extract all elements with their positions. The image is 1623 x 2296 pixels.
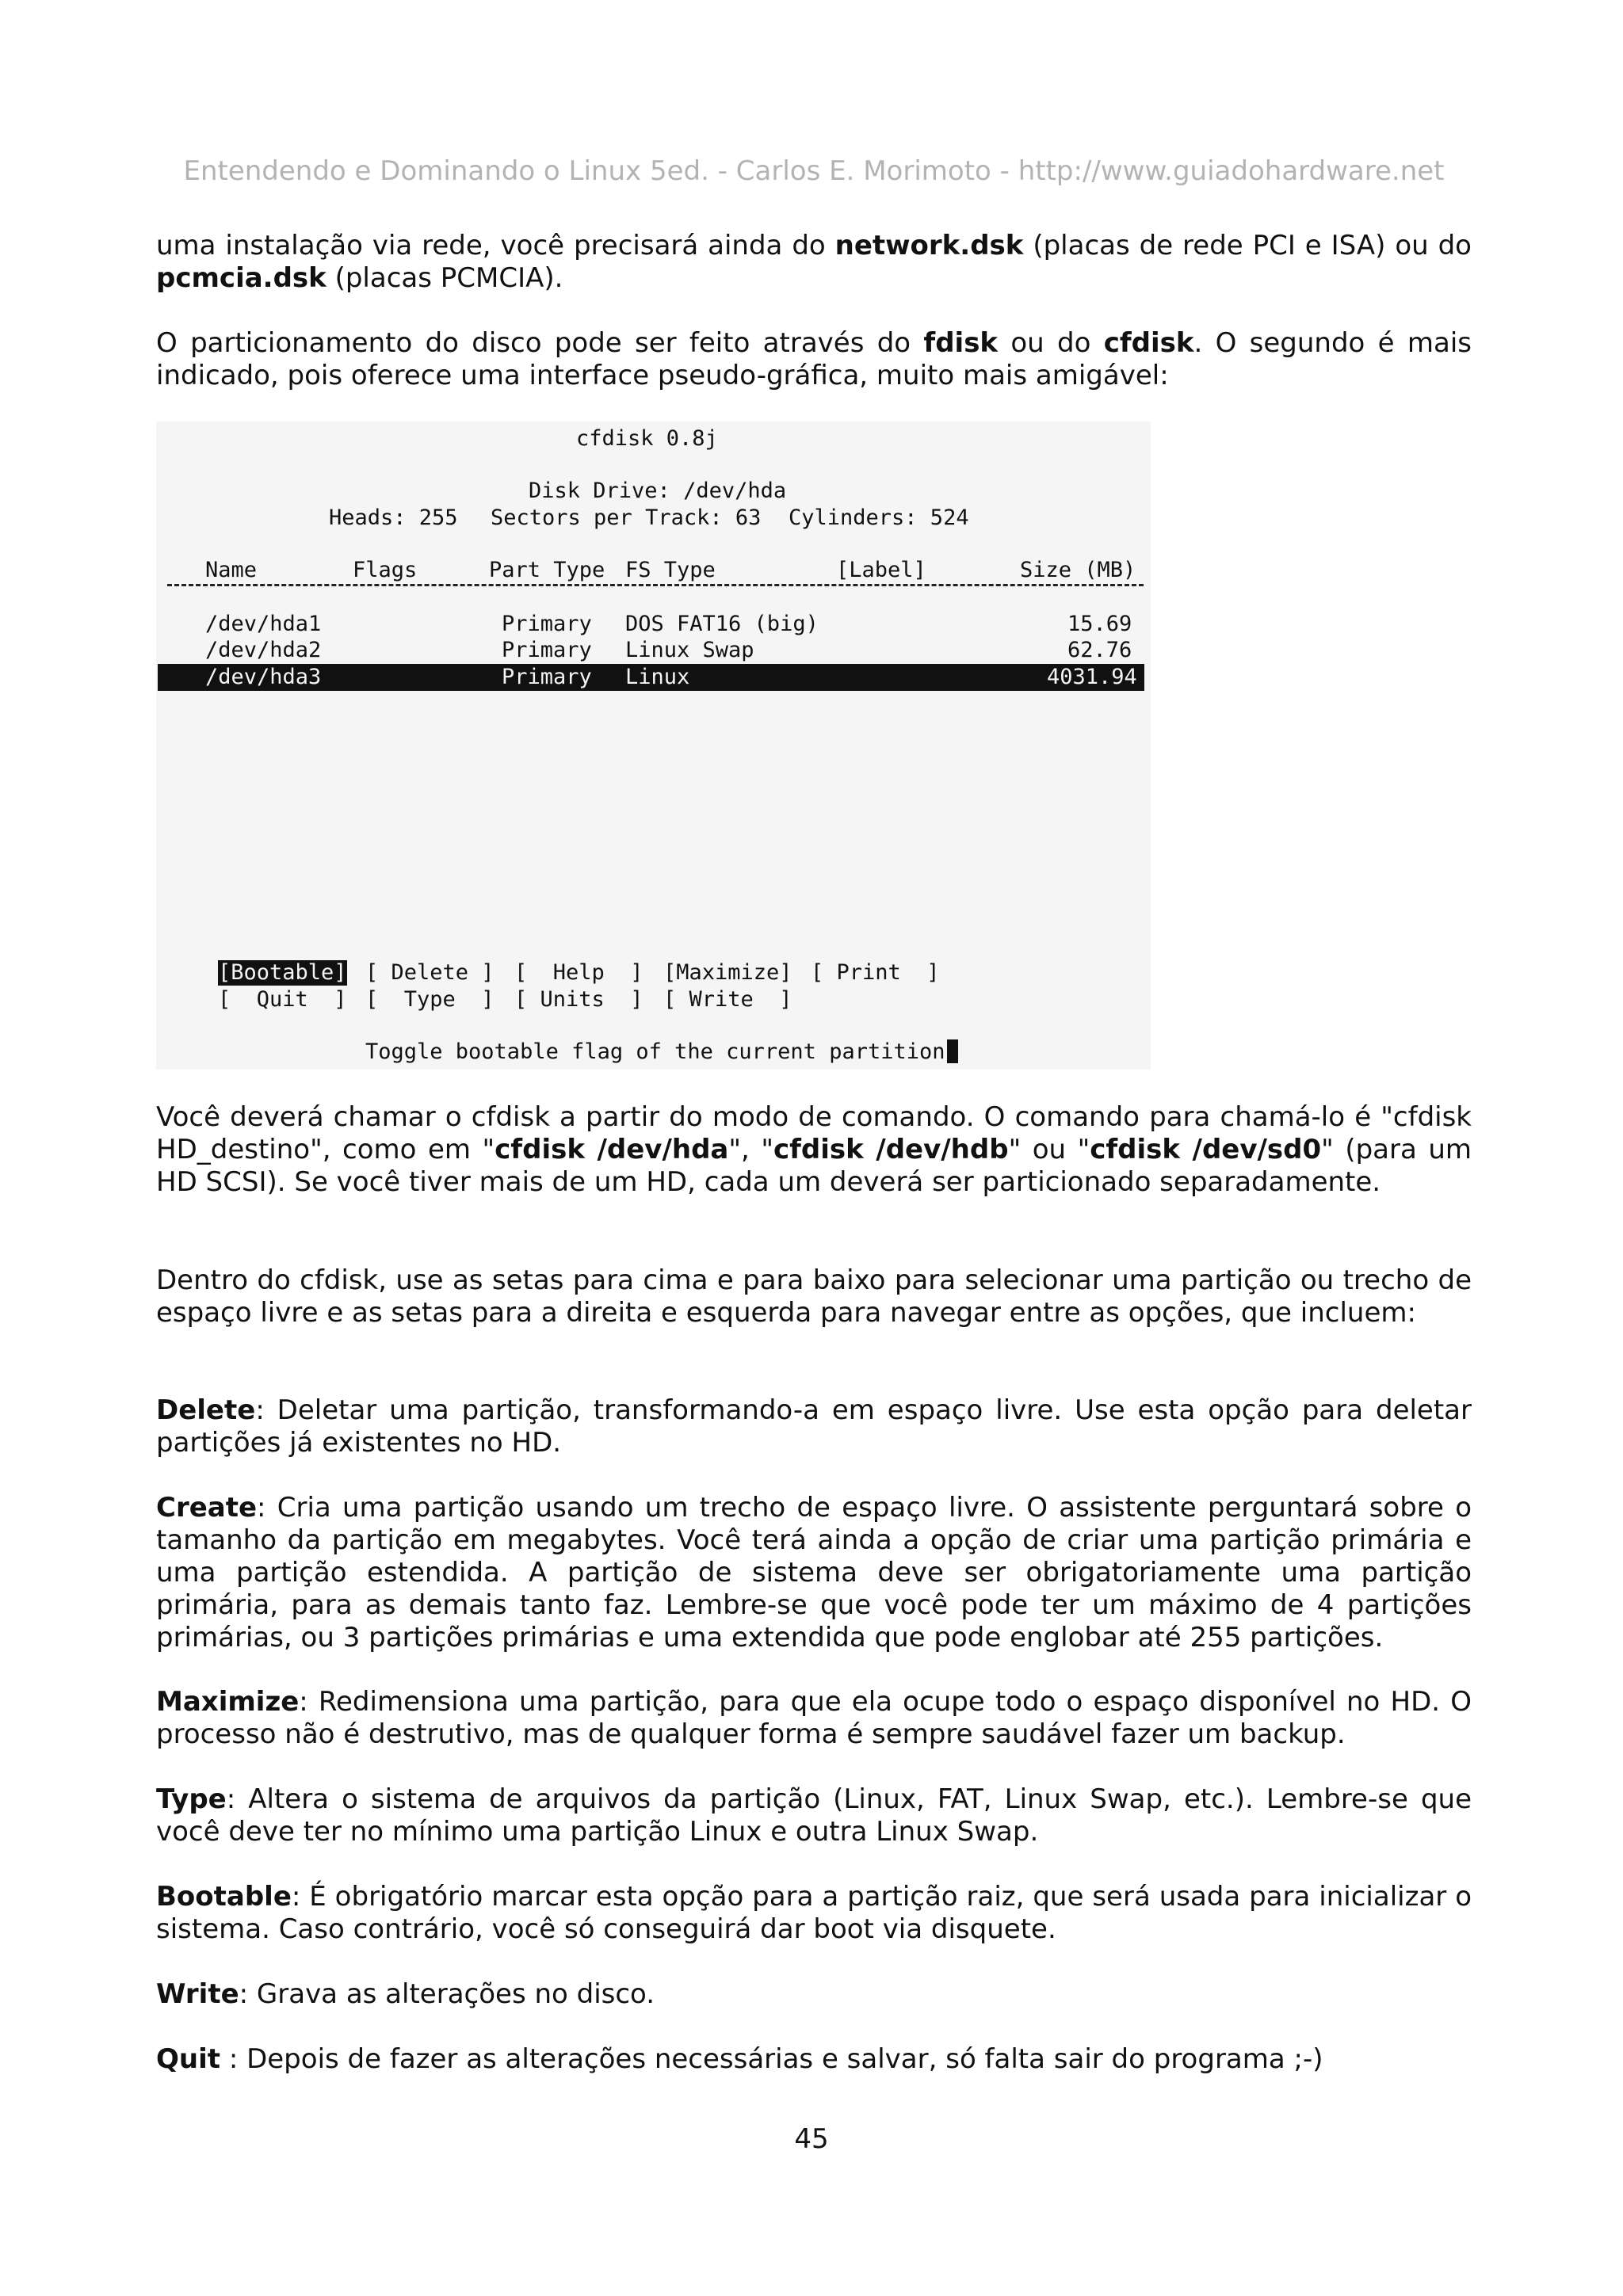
cylinders-label: Cylinders: 524 <box>789 505 969 530</box>
quit-button[interactable]: [ Quit ] <box>218 987 347 1012</box>
partition-fs: DOS FAT16 (big) <box>625 612 819 636</box>
partition-name: /dev/hda3 <box>205 665 322 689</box>
partition-type: Primary <box>502 612 592 636</box>
option-quit: Quit : Depois de fazer as alterações necessárias e salvar, só falta sair do programa ;-) <box>156 2043 1323 2075</box>
col-header-name: Name <box>205 558 258 582</box>
option-delete: Delete: Deletar uma partição, transformando-a em espaço livre. Use esta opção para deletar partições já existentes no HD. <box>156 1394 1472 1459</box>
partition-type: Primary <box>502 638 592 662</box>
maximize-button[interactable]: [Maximize] <box>663 960 792 985</box>
header-separator <box>167 584 1144 586</box>
cfdisk-title: cfdisk 0.8j <box>576 426 718 451</box>
delete-button[interactable]: [ Delete ] <box>365 960 495 985</box>
option-type: Type: Altera o sistema de arquivos da partição (Linux, FAT, Linux Swap, etc.). Lembre-se que você deve ter no mínimo uma partição Linux e outra Linux Swap. <box>156 1783 1472 1848</box>
print-button[interactable]: [ Print ] <box>811 960 940 985</box>
disk-drive-label: Disk Drive: /dev/hda <box>529 479 787 503</box>
partition-fs: Linux Swap <box>625 638 754 662</box>
type-button[interactable]: [ Type ] <box>365 987 495 1012</box>
cfdisk-screenshot <box>156 421 1151 1070</box>
partition-name: /dev/hda1 <box>205 612 322 636</box>
help-button[interactable]: [ Help ] <box>514 960 643 985</box>
sectors-label: Sectors per Track: 63 <box>491 505 762 530</box>
partition-size: 62.76 <box>1067 638 1132 662</box>
status-text: Toggle bootable flag of the current partition <box>365 1039 945 1064</box>
col-header-label: [Label] <box>836 558 926 582</box>
col-header-flags: Flags <box>353 558 418 582</box>
write-button[interactable]: [ Write ] <box>663 987 792 1012</box>
navigation-paragraph: Dentro do cfdisk, use as setas para cima e para baixo para selecionar uma partição ou trecho de espaço livre e as setas para a direita e esquerda para navegar entre as opções, que incluem: <box>156 1264 1472 1329</box>
partition-size: 15.69 <box>1067 612 1132 636</box>
partition-name: /dev/hda2 <box>205 638 322 662</box>
partition-type: Primary <box>502 665 592 689</box>
option-bootable: Bootable: É obrigatório marcar esta opção para a partição raiz, que será usada para inicializar o sistema. Caso contrário, você só conseguirá dar boot via disquete. <box>156 1881 1472 1945</box>
bootable-button[interactable]: [Bootable] <box>218 960 347 985</box>
partition-fs: Linux <box>625 665 690 689</box>
page-number: 45 <box>794 2123 829 2155</box>
option-create: Create: Cria uma partição usando um trecho de espaço livre. O assistente perguntará sobre o tamanho da partição em megabytes. Você terá ainda a opção de criar uma partição primária e uma partição estendida. A partição de sistema deve ser obrigatoriamente uma partição primária, para as demais tanto faz. Lembre-se que você pode ter um máximo de 4 partições primárias, ou 3 partições primárias e uma extendida que pode englobar até 255 partições. <box>156 1492 1472 1653</box>
option-maximize: Maximize: Redimensiona uma partição, para que ela ocupe todo o espaço disponível no HD. O processo não é destrutivo, mas de qualquer forma é sempre saudável fazer um backup. <box>156 1686 1472 1750</box>
units-button[interactable]: [ Units ] <box>514 987 643 1012</box>
page-header: Entendendo e Dominando o Linux 5ed. - Carlos E. Morimoto - http://www.guiadohardware.net <box>183 155 1445 187</box>
intro-paragraph-2: O particionamento do disco pode ser feito através do fdisk ou do cfdisk. O segundo é mais indicado, pois oferece uma interface pseudo-gráfica, muito mais amigável: <box>156 327 1472 391</box>
usage-paragraph: Você deverá chamar o cfdisk a partir do modo de comando. O comando para chamá-lo é "cfdisk HD_destino", como em "cfdisk /dev/hda", "cfdisk /dev/hdb" ou "cfdisk /dev/sd0" (para um HD SCSI). Se você tiver mais de um HD, cada um deverá ser particionado separadamente. <box>156 1101 1472 1198</box>
partition-size: 4031.94 <box>1047 665 1137 689</box>
col-header-size: Size (MB) <box>1020 558 1136 582</box>
option-write: Write: Grava as alterações no disco. <box>156 1978 655 2010</box>
heads-label: Heads: 255 <box>329 505 458 530</box>
intro-paragraph-1: uma instalação via rede, você precisará ainda do network.dsk (placas de rede PCI e ISA) ou do pcmcia.dsk (placas PCMCIA). <box>156 230 1472 294</box>
text-cursor <box>947 1039 958 1063</box>
status-line <box>365 1039 958 1065</box>
col-header-part-type: Part Type <box>489 558 605 582</box>
col-header-fs-type: FS Type <box>625 558 716 582</box>
